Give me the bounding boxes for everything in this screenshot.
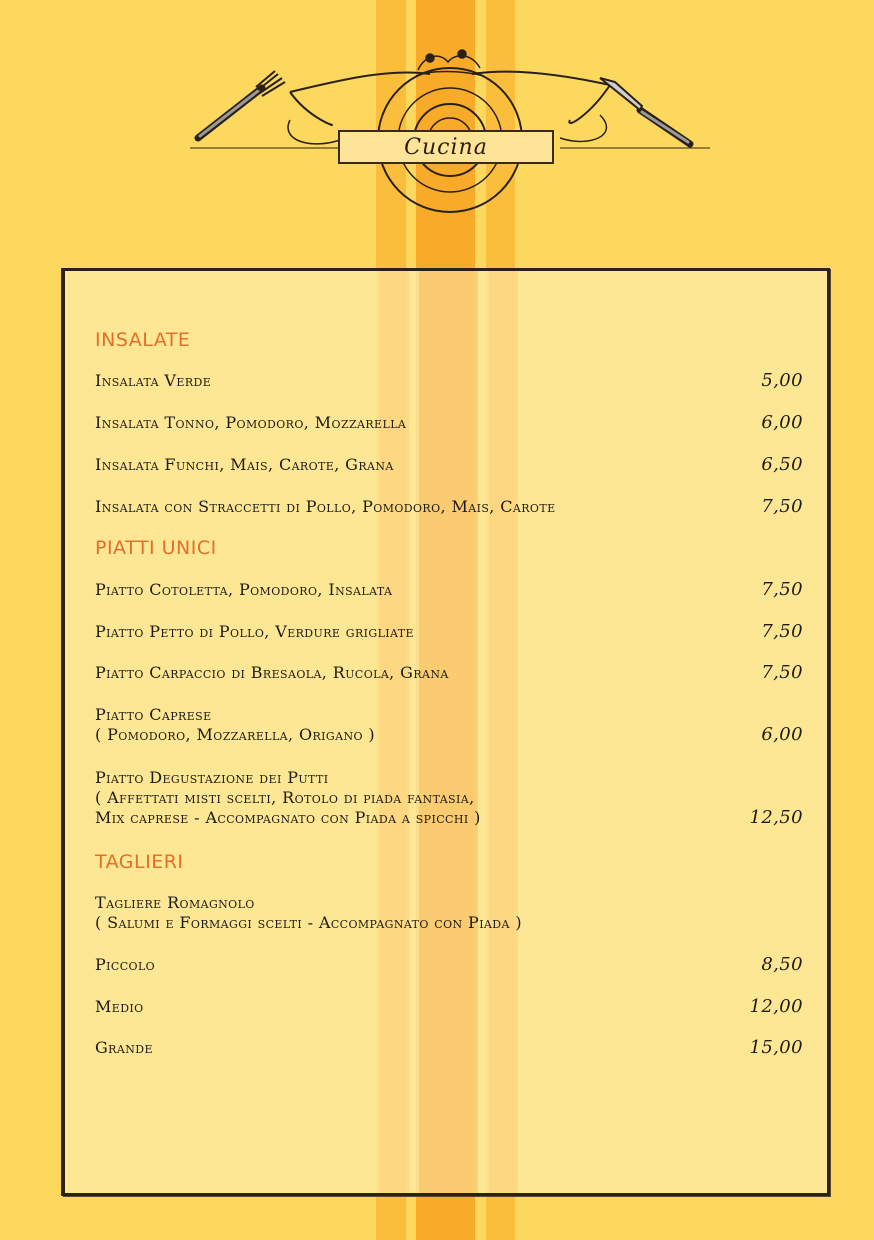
section-title-piatti-unici: PIATTI UNICI bbox=[95, 537, 217, 559]
menu-title-plate bbox=[338, 130, 554, 164]
item-name: Tagliere Romagnolo bbox=[95, 893, 255, 912]
item-name: Insalata Tonno, Pomodoro, Mozzarella bbox=[95, 413, 407, 432]
item-price: 6,00 bbox=[761, 724, 803, 745]
item-name: Piccolo bbox=[95, 955, 156, 974]
item-price: 7,50 bbox=[761, 662, 803, 683]
item-detail: Mix caprese - Accompagnato con Piada a spicchi ) bbox=[95, 808, 481, 827]
item-price: 7,50 bbox=[761, 621, 803, 642]
menu-item bbox=[95, 893, 803, 933]
item-name: Insalata con Straccetti di Pollo, Pomodoro, Mais, Carote bbox=[95, 497, 556, 516]
menu-item bbox=[95, 622, 803, 642]
item-price: 7,50 bbox=[761, 579, 803, 600]
item-name: Grande bbox=[95, 1038, 153, 1057]
knife-icon bbox=[600, 78, 690, 144]
menu-item bbox=[95, 705, 803, 745]
menu-board bbox=[62, 268, 830, 1196]
item-detail: ( Affettati misti scelti, Rotolo di piada fantasia, bbox=[95, 788, 475, 807]
item-price: 5,00 bbox=[761, 370, 803, 391]
section-title-taglieri: TAGLIERI bbox=[95, 851, 184, 873]
menu-item bbox=[95, 371, 803, 391]
item-detail: ( Salumi e Formaggi scelti - Accompagnato con Piada ) bbox=[95, 913, 522, 932]
item-price: 8,50 bbox=[761, 954, 803, 975]
item-price: 15,00 bbox=[749, 1037, 803, 1058]
menu-item bbox=[95, 768, 803, 828]
fork-icon bbox=[198, 71, 285, 138]
item-name: Piatto Carpaccio di Bresaola, Rucola, Grana bbox=[95, 663, 449, 682]
item-name: Piatto Petto di Pollo, Verdure grigliate bbox=[95, 622, 414, 641]
menu-item bbox=[95, 497, 803, 517]
item-name: Medio bbox=[95, 997, 144, 1016]
menu-item bbox=[95, 1038, 803, 1058]
item-price: 12,00 bbox=[749, 996, 803, 1017]
item-price: 7,50 bbox=[761, 496, 803, 517]
item-name: Piatto Cotoletta, Pomodoro, Insalata bbox=[95, 580, 393, 599]
item-detail: ( Pomodoro, Mozzarella, Origano ) bbox=[95, 725, 376, 744]
menu-item bbox=[95, 413, 803, 433]
section-title-insalate: INSALATE bbox=[95, 329, 191, 351]
item-name: Insalata Verde bbox=[95, 371, 212, 390]
item-price: 12,50 bbox=[749, 807, 803, 828]
menu-item bbox=[95, 997, 803, 1017]
item-price: 6,50 bbox=[761, 454, 803, 475]
item-name: Piatto Degustazione dei Putti bbox=[95, 768, 329, 787]
menu-item bbox=[95, 955, 803, 975]
menu-item bbox=[95, 663, 803, 683]
menu-item bbox=[95, 580, 803, 600]
item-price: 6,00 bbox=[761, 412, 803, 433]
menu-item bbox=[95, 455, 803, 475]
item-name: Insalata Funchi, Mais, Carote, Grana bbox=[95, 455, 394, 474]
menu-title: Cucina bbox=[404, 134, 488, 160]
item-name: Piatto Caprese bbox=[95, 705, 212, 724]
